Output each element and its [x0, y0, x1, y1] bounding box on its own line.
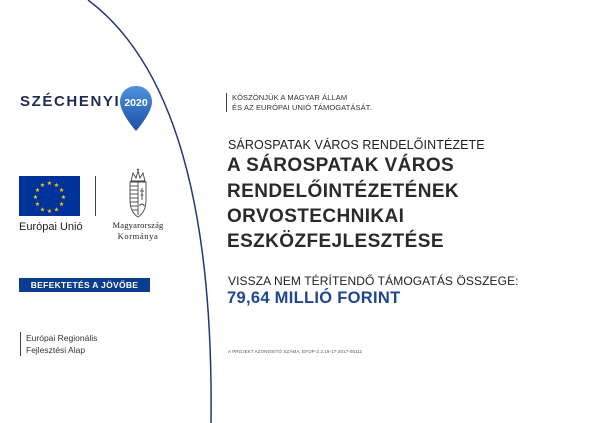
beneficiary-name: SÁROSPATAK VÁROS RENDELŐINTÉZETE: [228, 138, 485, 152]
thanks-line2: ÉS AZ EURÓPAI UNIÓ TÁMOGATÁSÁT.: [232, 103, 372, 112]
project-title-line4: ESZKÖZFEJLESZTÉSE: [227, 231, 444, 252]
fund-divider: [20, 332, 21, 356]
project-title-line3: ORVOSTECHNIKAI: [227, 206, 405, 227]
szechenyi-brand: SZÉCHENYI: [20, 93, 121, 110]
investment-badge: BEFEKTETÉS A JÖVŐBE: [19, 278, 150, 292]
eu-label: Európai Unió: [19, 221, 83, 233]
szechenyi-2020-pin-icon: [118, 84, 154, 134]
svg-text:★: ★: [39, 206, 46, 214]
svg-text:★: ★: [34, 201, 41, 209]
svg-text:★: ★: [34, 187, 41, 195]
thanks-divider: [226, 93, 227, 112]
grant-amount: 79,64 MILLIÓ FORINT: [227, 289, 401, 307]
fund-name-line2: Fejlesztési Alap: [26, 345, 86, 355]
logo-divider: [95, 176, 96, 216]
svg-text:★: ★: [46, 208, 53, 216]
project-title-line1: A SÁROSPATAK VÁROS: [227, 155, 455, 176]
hungarian-coat-of-arms-icon: [124, 168, 152, 220]
svg-text:★: ★: [39, 182, 46, 190]
fund-name-line1: Európai Regionális: [26, 333, 98, 343]
svg-text:★: ★: [53, 182, 60, 190]
thanks-line1: KÖSZÖNJÜK A MAGYAR ÁLLAM: [232, 93, 348, 102]
project-title-line2: RENDELŐINTÉZETÉNEK: [227, 181, 460, 202]
government-line1: Magyarország: [112, 220, 164, 230]
szechenyi-year: 2020: [124, 97, 148, 109]
svg-text:★: ★: [46, 180, 53, 188]
svg-text:★: ★: [32, 194, 39, 202]
svg-text:★: ★: [58, 201, 65, 209]
project-id: A PROJEKT AZONOSÍTÓ SZÁMA: EFOP-2.2.19-17-2017-00111: [228, 349, 363, 354]
svg-text:★: ★: [58, 187, 65, 195]
grant-label: VISSZA NEM TÉRÍTENDŐ TÁMOGATÁS ÖSSZEGE:: [228, 274, 519, 288]
svg-text:★: ★: [60, 194, 67, 202]
eu-flag-icon: [19, 176, 80, 216]
government-line2: Kormánya: [117, 231, 159, 241]
svg-text:★: ★: [53, 206, 60, 214]
